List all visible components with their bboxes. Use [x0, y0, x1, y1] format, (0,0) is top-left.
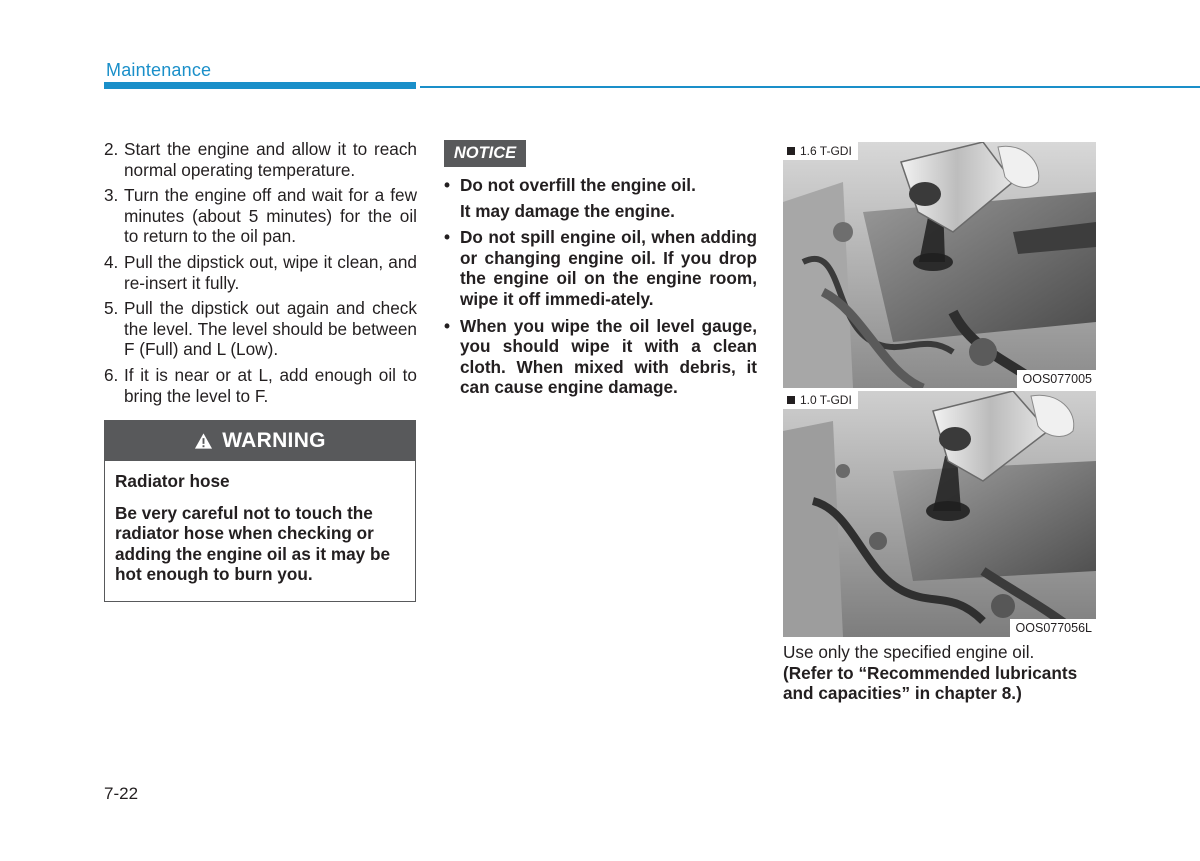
- step-item: [104, 139, 417, 180]
- notice-text: When you wipe the oil level gauge, you should wipe it with a clean cloth. When mixed with debris, it can cause engine damage.: [460, 315, 757, 398]
- engine-variant-label: [783, 142, 858, 160]
- warning-header: [105, 421, 415, 461]
- procedure-steps: [104, 139, 417, 411]
- caption-text: Use only the specified engine oil.: [783, 642, 1035, 662]
- step-text: Pull the dipstick out, wipe it clean, and re-insert it fully.: [124, 251, 417, 293]
- bullet-icon: •: [444, 175, 451, 195]
- engine-variant-text: 1.0 T-GDI: [800, 393, 852, 407]
- warning-triangle-icon: [194, 432, 213, 450]
- step-item: [104, 252, 417, 293]
- notice-list: [444, 175, 757, 404]
- bullet-icon: •: [444, 315, 451, 336]
- step-text: Pull the dipstick out again and check the level. The level should be between F (Full) and L (Low).: [124, 298, 417, 360]
- header-rule: [420, 86, 1200, 88]
- step-number: 2.: [104, 139, 119, 159]
- step-text: If it is near or at L, add enough oil to bring the level to F.: [124, 364, 417, 406]
- caption-reference: (Refer to “Recommended lubricants and capacities” in chapter 8.): [783, 662, 1078, 704]
- step-item: [104, 185, 417, 247]
- engine-photo-1-6: [783, 142, 1096, 388]
- figure-caption: [783, 642, 1103, 704]
- step-number: 5.: [104, 298, 119, 319]
- engine-illustration: [783, 142, 1096, 388]
- square-bullet-icon: [787, 147, 795, 155]
- notice-item: [444, 316, 757, 398]
- warning-subtitle: Radiator hose: [115, 471, 230, 491]
- notice-text: Do not overfill the engine oil.: [460, 175, 696, 195]
- notice-item: [444, 175, 757, 221]
- step-number: 3.: [104, 185, 119, 206]
- warning-title: WARNING: [222, 429, 326, 452]
- engine-variant-text: 1.6 T-GDI: [800, 144, 852, 158]
- engine-variant-label: [783, 391, 858, 409]
- step-text: Start the engine and allow it to reach normal operating temperature.: [124, 139, 417, 180]
- square-bullet-icon: [787, 396, 795, 404]
- step-text: Turn the engine off and wait for a few minutes (about 5 minutes) for the oil to return to the oil pan.: [124, 185, 417, 247]
- header-accent-bar: [104, 82, 416, 89]
- figure-code: OOS077005: [1017, 370, 1097, 388]
- step-item: [104, 298, 417, 360]
- notice-item: [444, 227, 757, 309]
- warning-text: Be very careful not to touch the radiator hose when checking or adding the engine oil as it may be hot enough to burn you.: [115, 502, 391, 585]
- warning-body: [105, 461, 415, 585]
- step-number: 4.: [104, 251, 119, 272]
- bullet-icon: •: [444, 227, 451, 248]
- notice-text-line2: It may damage the engine.: [460, 200, 675, 221]
- page-number: 7-22: [104, 784, 139, 803]
- notice-badge: NOTICE: [444, 140, 526, 167]
- figure-code: OOS077056L: [1010, 619, 1096, 637]
- section-title: Maintenance: [106, 60, 212, 80]
- warning-box: [104, 420, 416, 602]
- engine-photo-1-0: [783, 391, 1096, 637]
- step-item: [104, 365, 417, 406]
- engine-illustration: [783, 391, 1096, 637]
- notice-text: Do not spill engine oil, when adding or changing engine oil. If you drop the engine oil on the engine room, wipe it off immedi-ately.: [460, 227, 757, 309]
- step-number: 6.: [104, 364, 119, 385]
